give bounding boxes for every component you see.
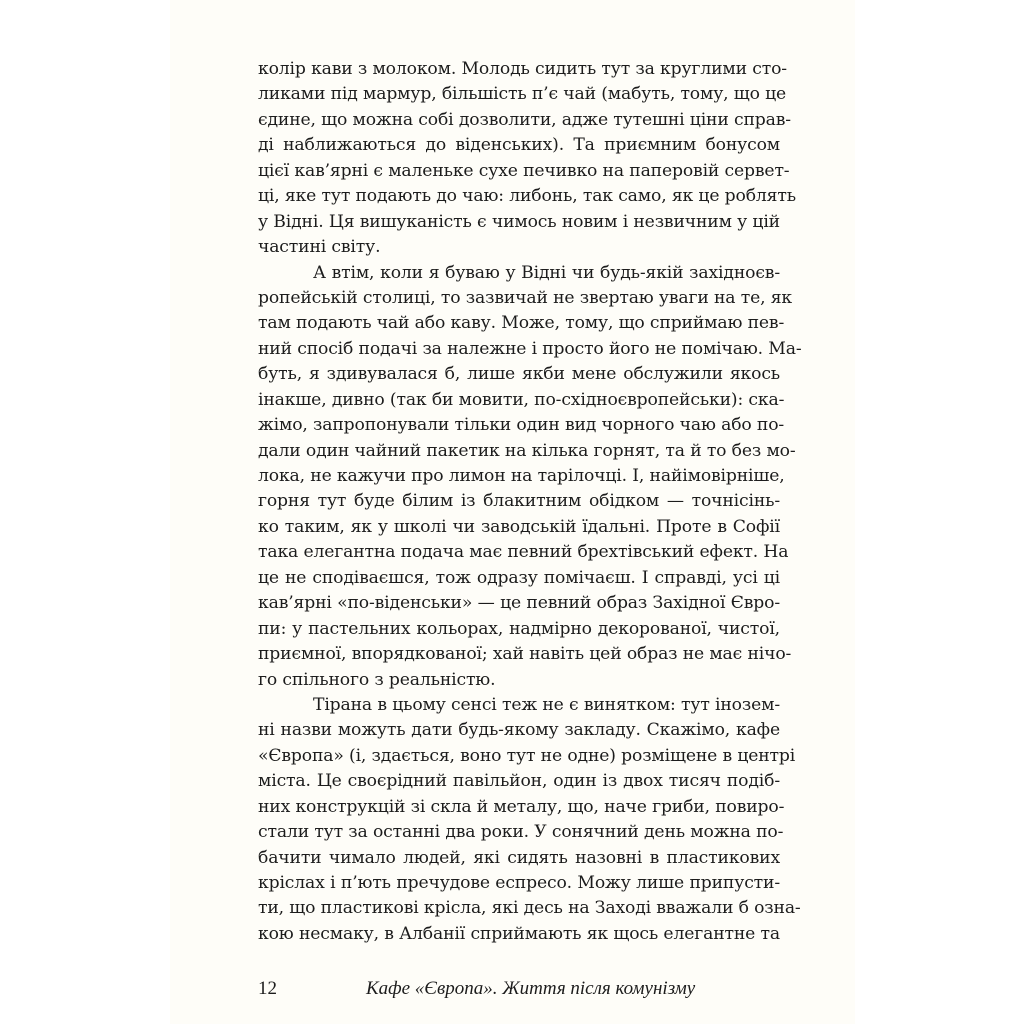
text-line: така елегантна подача має певний брехтівський ефект. На (258, 542, 789, 563)
text-line: го спільного з реальністю. (258, 669, 496, 690)
text-line: жімо, запропонували тільки один вид чорного чаю або по- (258, 415, 785, 436)
text-line: ді наближаються до віденських). Та приємним бонусом (258, 135, 780, 156)
text-line: кав’ярні «по-віденськи» — це певний образ Західної Євро- (258, 593, 780, 614)
text-line: інакше, дивно (так би мовити, по-східноєвропейськи): ска- (258, 389, 785, 410)
text-line: ти, що пластикові крісла, які десь на Заході вважали б озна- (258, 898, 801, 919)
text-line: них конструкцій зі скла й металу, що, наче гриби, повиро- (258, 796, 785, 817)
text-line: ликами під мармур, більшість п’є чай (мабуть, тому, що це (258, 84, 787, 105)
text-line: колір кави з молоком. Молодь сидить тут за круглими сто- (258, 59, 787, 79)
text-line: єдине, що можна собі дозволити, адже тутешні ціни справ- (258, 109, 791, 130)
text-line: там подають чай або каву. Може, тому, що сприймаю пев- (258, 313, 785, 334)
text-line: кою несмаку, в Албанії сприймають як щось елегантне та (258, 923, 780, 944)
text-line: горня тут буде білим із блакитним обідком — точнісінь- (258, 491, 780, 512)
text-line: ний спосіб подачі за належне і просто його не помічаю. Ма- (258, 338, 802, 359)
page-footer (258, 978, 780, 1002)
text-line: лока, не кажучи про лимон на тарілочці. І, найімовірніше, (258, 466, 785, 486)
text-line: А втім, коли я буваю у Відні чи будь-якій західноєв- (313, 262, 780, 283)
body-text (258, 57, 802, 947)
text-line: ці, яке тут подають до чаю: либонь, так само, як це роблять (258, 186, 796, 207)
text-line: ропейській столиці, то зазвичай не звертаю уваги на те, як (258, 287, 792, 308)
text-line: «Європа» (і, здається, воно тут не одне) розміщене в центрі (258, 745, 796, 766)
text-line: міста. Це своєрідний павільйон, один із двох тисяч подіб- (258, 771, 780, 792)
text-line: дали один чайний пакетик на кілька горнят, та й то без мо- (258, 440, 796, 461)
text-line: пи: у пастельних кольорах, надмірно декорованої, чистої, (258, 618, 780, 639)
text-line: частині світу. (258, 237, 381, 258)
text-line: бачити чимало людей, які сидять назовні в пластикових (258, 847, 780, 868)
text-line: ні назви можуть дати будь-якому закладу. Скажімо, кафе (258, 720, 780, 741)
text-line: стали тут за останні два роки. У сонячний день можна по- (258, 822, 784, 843)
text-line: приємної, впорядкованої; хай навіть цей образ не має нічо- (258, 644, 792, 665)
text-line: кріслах і п’ють пречудове еспресо. Можу лише припусти- (258, 873, 780, 893)
running-title: Кафе «Європа». Життя після комунізму (366, 978, 696, 999)
text-line: Тірана в цьому сенсі теж не є винятком: тут інозем- (313, 694, 780, 715)
text-line: це не сподіваєшся, тож одразу помічаєш. І справді, усі ці (258, 567, 780, 588)
text-line: у Відні. Ця вишуканість є чимось новим і незвичним у цій (258, 211, 780, 232)
text-line: цієї кав’ярні є маленьке сухе печивко на паперовій сервет- (258, 160, 790, 181)
page-number: 12 (258, 978, 277, 999)
text-line: буть, я здивувалася б, лише якби мене обслужили якось (258, 364, 780, 385)
text-line: ко таким, як у школі чи заводській їдальні. Проте в Софії (258, 516, 780, 537)
